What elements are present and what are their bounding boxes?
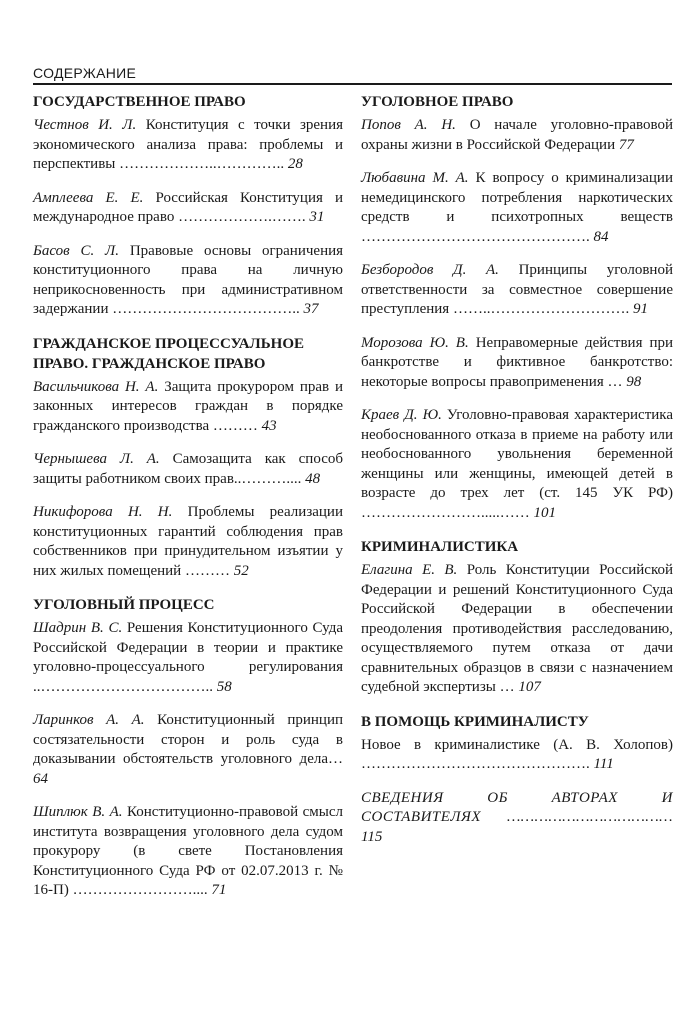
entry-title: Уголовно-правовая характеристика необоснованного отказа в приеме на работу или необоснованного увольнения беременной женщины или женщины, имеющей детей в возрасте до трех лет (ст. 145 УК РФ) …………………….....…… <box>361 407 673 521</box>
entry-author: Чернышева Л. А. <box>33 451 160 467</box>
toc-section <box>33 92 343 320</box>
entry-page-number: 71 <box>211 882 227 898</box>
entry-author: Амплеева Е. Е. <box>33 189 144 206</box>
entry-title: Российская Конституция и международное право ……………….……. <box>33 189 343 225</box>
section-title: УГОЛОВНОЕ ПРАВО <box>361 94 514 110</box>
final-entry-page-number: 115 <box>361 828 383 845</box>
toc-entry <box>361 261 673 320</box>
toc-section <box>33 595 343 901</box>
entry-title: Решения Конституционного Суда Российской Федерации в теории и практике уголовно-процессуального регулирования ..…………………………….. <box>33 620 343 695</box>
entry-page-number: 31 <box>309 209 325 225</box>
entry-page-number: 48 <box>305 470 321 487</box>
page-header: СОДЕРЖАНИЕ <box>33 65 137 81</box>
entry-title: К вопросу о криминализации немедицинского потребления наркотических средств и психотропных веществ ………………………………………. <box>361 170 673 245</box>
toc-entry <box>361 169 673 247</box>
entry-page-number: 98 <box>626 373 642 390</box>
section-title: УГОЛОВНЫЙ ПРОЦЕСС <box>33 597 215 613</box>
entry-author: Никифорова Н. Н. <box>33 504 173 520</box>
entry-page-number: 77 <box>618 136 634 153</box>
toc-section <box>361 537 673 698</box>
toc-entry <box>33 619 343 697</box>
entry-page-number: 101 <box>533 504 556 521</box>
toc-entry <box>33 189 343 228</box>
entry-author: Шадрин В. С. <box>33 620 123 636</box>
toc-section <box>33 334 343 582</box>
toc-entry <box>361 116 673 155</box>
entry-author: Шиплюк В. А. <box>33 804 123 820</box>
entry-title: Проблемы реализации конституционных гарантий соблюдения прав собственников при принудительном изъятии у них жилых помещений ……… <box>33 504 343 579</box>
entry-author: Елагина Е. В. <box>361 562 458 578</box>
entry-page-number: 64 <box>33 770 48 787</box>
entry-title: Самозащита как способ защиты работником своих прав..……….... <box>33 451 343 487</box>
entry-title: Конституционный принцип состязательности сторон и роль суда в доказывании обстоятельств уголовного дела… <box>33 712 344 767</box>
entry-author: Ларинков А. А. <box>33 712 145 728</box>
entry-author: Безбородов Д. А. <box>361 262 499 278</box>
final-entry <box>361 789 673 848</box>
entry-title: Неправомерные действия при банкротстве и фиктивное банкротство: некоторые вопросы правоприменения … <box>361 334 674 390</box>
left-column <box>33 92 343 915</box>
entry-title: Роль Конституции Российской Федерации и решений Конституционного Суда Российской Федерации в обеспечении преодоления противодействия расследованию, осуществляемого путем отказа от дачи сравнительных образцов в связи с назначением судебной экспертизы … <box>361 562 673 695</box>
toc-entry <box>33 711 343 789</box>
entry-author: Любавина М. А. <box>361 170 469 186</box>
entry-page-number: 43 <box>261 417 277 434</box>
toc-section <box>361 712 673 775</box>
entry-page-number: 107 <box>518 679 541 695</box>
toc-entry <box>361 334 673 393</box>
toc-entry <box>33 378 343 437</box>
entry-author: Васильчикова Н. А. <box>33 378 159 395</box>
entry-title: Принципы уголовной ответственности за совместное совершение преступления ……..………………………. <box>361 262 673 317</box>
entry-title: Конституция с точки зрения экономического анализа права: проблемы и перспективы ………………..………….. <box>33 117 343 172</box>
entry-author: Честнов И. Л. <box>33 117 137 133</box>
entry-author: Попов А. Н. <box>361 117 456 133</box>
section-title: ГРАЖДАНСКОЕ ПРОЦЕССУАЛЬНОЕ ПРАВО. ГРАЖДАНСКОЕ ПРАВО <box>33 335 304 372</box>
section-title: КРИМИНАЛИСТИКА <box>361 539 519 555</box>
entry-title: Правовые основы ограничения конституционного права на личную неприкосновенность при административном задержании ……………………………….. <box>33 242 344 317</box>
entry-page-number: 111 <box>593 756 614 772</box>
entry-page-number: 37 <box>303 301 319 317</box>
header-rule <box>33 83 672 85</box>
toc-entry <box>33 242 343 320</box>
entry-author: Басов С. Л. <box>33 242 119 259</box>
section-title: ГОСУДАРСТВЕННОЕ ПРАВО <box>33 94 246 110</box>
section-title: В ПОМОЩЬ КРИМИНАЛИСТУ <box>361 713 589 730</box>
entry-page-number: 84 <box>593 228 609 245</box>
toc-entry <box>33 116 343 175</box>
right-column <box>361 92 673 861</box>
toc-entry <box>361 736 673 775</box>
entry-title: Новое в криминалистике (А. В. Холопов) ………………………………………. <box>361 736 673 772</box>
toc-entry <box>361 406 673 523</box>
toc-entry <box>33 803 343 901</box>
entry-page-number: 52 <box>233 562 249 579</box>
toc-section <box>361 92 673 523</box>
entry-page-number: 28 <box>287 156 303 172</box>
toc-entry <box>361 561 673 698</box>
entry-title: Конституционно-правовой смысл института возвращения уголовного дела судом прокурору (в свете Постановления Конституционного Суда РФ от 02.07.2013 г. № 16-П) …………………….... <box>33 804 344 898</box>
entry-page-number: 91 <box>632 301 648 317</box>
entry-author: Морозова Ю. В. <box>361 334 469 351</box>
entry-title: О начале уголовно-правовой охраны жизни в Российской Федерации <box>361 117 673 153</box>
toc-entry <box>33 450 343 489</box>
entry-author: Краев Д. Ю. <box>361 407 442 423</box>
entry-title: Защита прокурором прав и законных интересов граждан в порядке гражданского производства ……… <box>33 378 344 434</box>
final-entry-title: СВЕДЕНИЯ ОБ АВТОРАХ И СОСТАВИТЕЛЯХ ……………………………… <box>361 789 673 825</box>
toc-entry <box>33 503 343 581</box>
entry-page-number: 58 <box>216 678 232 695</box>
